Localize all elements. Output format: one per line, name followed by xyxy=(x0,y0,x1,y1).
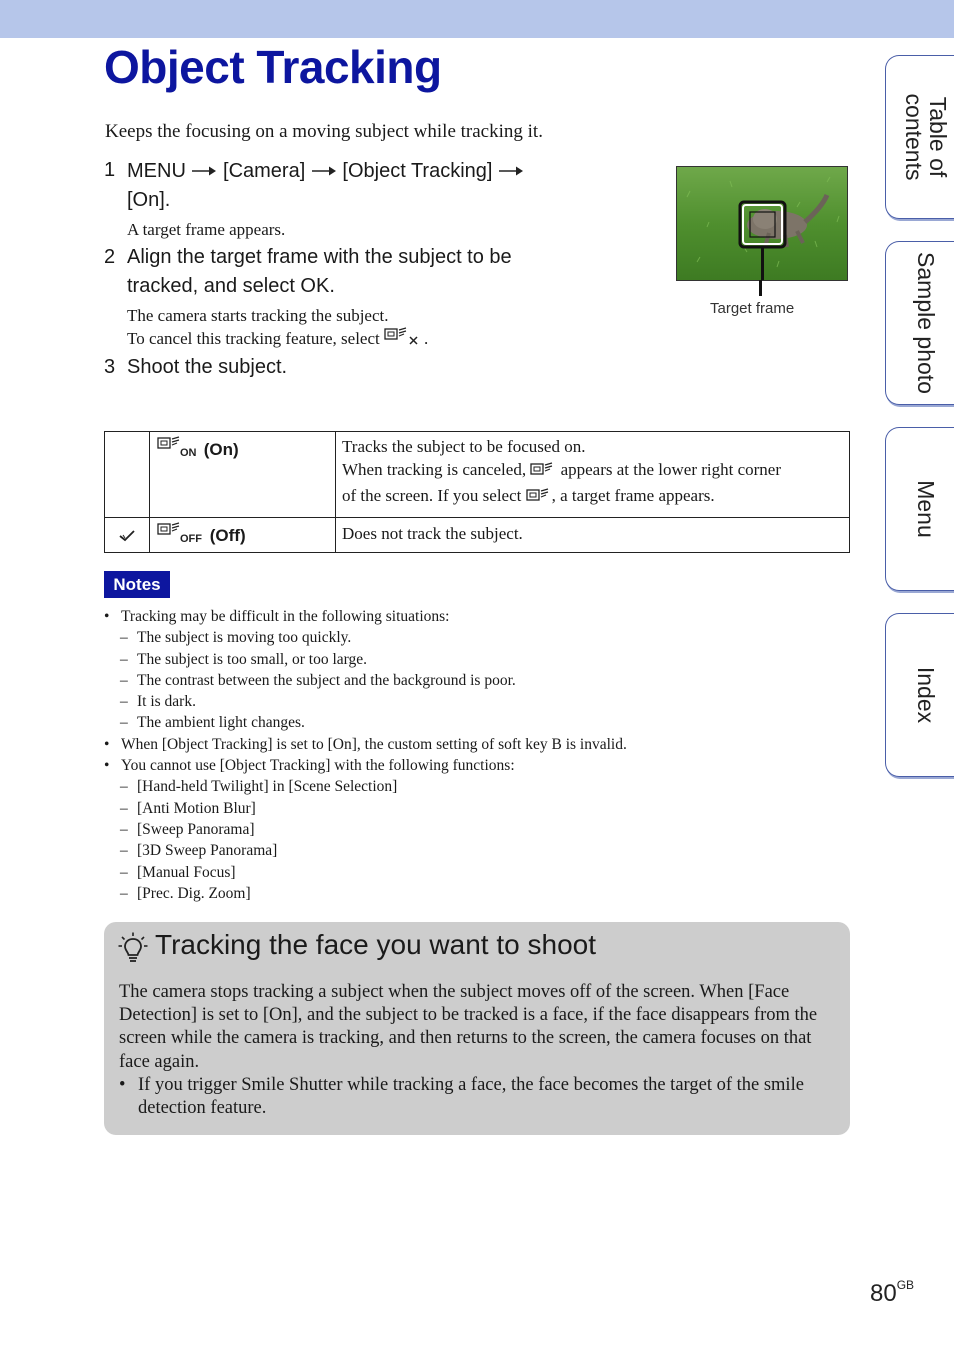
notes-list xyxy=(104,606,627,904)
step-2-text xyxy=(127,243,597,301)
note-subitem: – The ambient light changes. xyxy=(104,712,627,733)
note-subitem: – [Anti Motion Blur] xyxy=(104,798,627,819)
step-3-text: Shoot the subject. xyxy=(127,356,288,378)
note-item: • Tracking may be difficult in the following situations: xyxy=(104,606,627,627)
object-tracking-on-icon xyxy=(157,436,199,463)
step-1-text xyxy=(127,157,597,215)
note-item: • When [Object Tracking] is set to [On], the custom setting of soft key B is invalid. xyxy=(104,734,627,755)
step-1-menu: MENU xyxy=(127,160,186,182)
step-2-number: 2 xyxy=(104,246,116,268)
note-subitem: – [Sweep Panorama] xyxy=(104,819,627,840)
step-2-sub-1: The camera starts tracking the subject. xyxy=(127,306,389,325)
desc-line: , a target frame appears. xyxy=(551,486,715,505)
step-1-number: 1 xyxy=(104,159,116,181)
header-band xyxy=(0,0,954,38)
note-subitem: – [Hand-held Twilight] in [Scene Selection] xyxy=(104,776,627,797)
step-3-number: 3 xyxy=(104,356,116,378)
table-row xyxy=(105,432,850,518)
tab-label-line: contents xyxy=(900,93,927,181)
intro-text: Keeps the focusing on a moving subject while tracking it. xyxy=(105,121,543,142)
note-subitem: – The subject is too small, or too large. xyxy=(104,649,627,670)
step-2-sub-2: To cancel this tracking feature, select . xyxy=(127,327,428,353)
default-check-icon xyxy=(119,527,135,547)
default-marker-cell xyxy=(105,518,150,553)
option-off-label: (Off) xyxy=(209,526,246,545)
step-2-line1: Align the target frame with the subject to be xyxy=(127,246,512,268)
photo-caption: Target frame xyxy=(710,300,795,317)
step-1-camera: [Camera] xyxy=(223,160,306,182)
tab-menu[interactable] xyxy=(885,427,954,591)
desc-line: appears at the lower right corner xyxy=(560,460,782,479)
option-description-cell: Does not track the subject. xyxy=(336,518,850,553)
notes-badge: Notes xyxy=(104,571,170,598)
cat-photo xyxy=(676,166,848,281)
note-item: • You cannot use [Object Tracking] with the following functions: xyxy=(104,755,627,776)
option-on-label: (On) xyxy=(203,440,239,459)
svg-text:OFF: OFF xyxy=(180,533,202,544)
option-label-cell xyxy=(150,518,336,553)
arrow-right-icon xyxy=(191,157,217,186)
hint-body: The camera stops tracking a subject when the subject moves off of the screen. When [Face Detection] is set to [On], and the subject to be tracked is a face, if the face disappears from the screen while the camera is tracking, and then returns to the screen, the camera focuses on that face again. xyxy=(119,982,818,1072)
hint-bullet: • If you trigger Smile Shutter while tracking a face, the face becomes the target of the smile detection feature. xyxy=(119,1074,833,1120)
page-number-suffix: GB xyxy=(896,1278,915,1292)
step-1-sub: A target frame appears. xyxy=(127,220,286,239)
option-label-cell xyxy=(150,432,336,518)
default-marker-cell xyxy=(105,432,150,518)
tab-sample-photo-label: Sample photo xyxy=(912,252,939,394)
tab-index-label: Index xyxy=(912,666,939,724)
note-subitem: – It is dark. xyxy=(104,691,627,712)
page-number-value: 80 xyxy=(870,1280,897,1307)
object-tracking-icon xyxy=(530,460,556,484)
desc-line: of the screen. If you select xyxy=(342,486,522,505)
object-tracking-off-icon xyxy=(157,522,205,549)
note-subitem: – [Prec. Dig. Zoom] xyxy=(104,883,627,904)
step-2-cancel-text: To cancel this tracking feature, select xyxy=(127,329,380,348)
page-number xyxy=(870,1278,914,1308)
options-table xyxy=(104,431,850,553)
desc-line: Tracks the subject to be focused on. xyxy=(342,437,586,456)
lightbulb-hint-icon xyxy=(118,932,148,964)
tab-table-of-contents-label xyxy=(902,94,950,181)
page-title: Object Tracking xyxy=(104,41,442,93)
note-subitem: – The contrast between the subject and the background is poor. xyxy=(104,670,627,691)
note-subitem: – [3D Sweep Panorama] xyxy=(104,840,627,861)
tab-sample-photo[interactable] xyxy=(885,241,954,405)
option-description-cell xyxy=(336,432,850,518)
object-tracking-icon xyxy=(526,486,552,510)
caption-leader-line xyxy=(759,280,762,296)
tracking-cancel-icon xyxy=(384,327,424,353)
step-2-line2: tracked, and select OK. xyxy=(127,275,335,297)
note-subitem: – The subject is moving too quickly. xyxy=(104,627,627,648)
step-1-object-tracking: [Object Tracking] xyxy=(342,160,493,182)
tab-label-line: Table of xyxy=(924,96,951,178)
tab-menu-label: Menu xyxy=(912,480,939,538)
tab-table-of-contents[interactable] xyxy=(885,55,954,219)
note-subitem: – [Manual Focus] xyxy=(104,862,627,883)
arrow-right-icon xyxy=(498,157,524,186)
step-1-on: [On]. xyxy=(127,189,171,211)
tab-index[interactable] xyxy=(885,613,954,777)
desc-line: When tracking is canceled, xyxy=(342,460,527,479)
svg-text:ON: ON xyxy=(180,447,197,458)
hint-title: Tracking the face you want to shoot xyxy=(155,929,596,960)
arrow-right-icon xyxy=(311,157,337,186)
table-row xyxy=(105,518,850,553)
